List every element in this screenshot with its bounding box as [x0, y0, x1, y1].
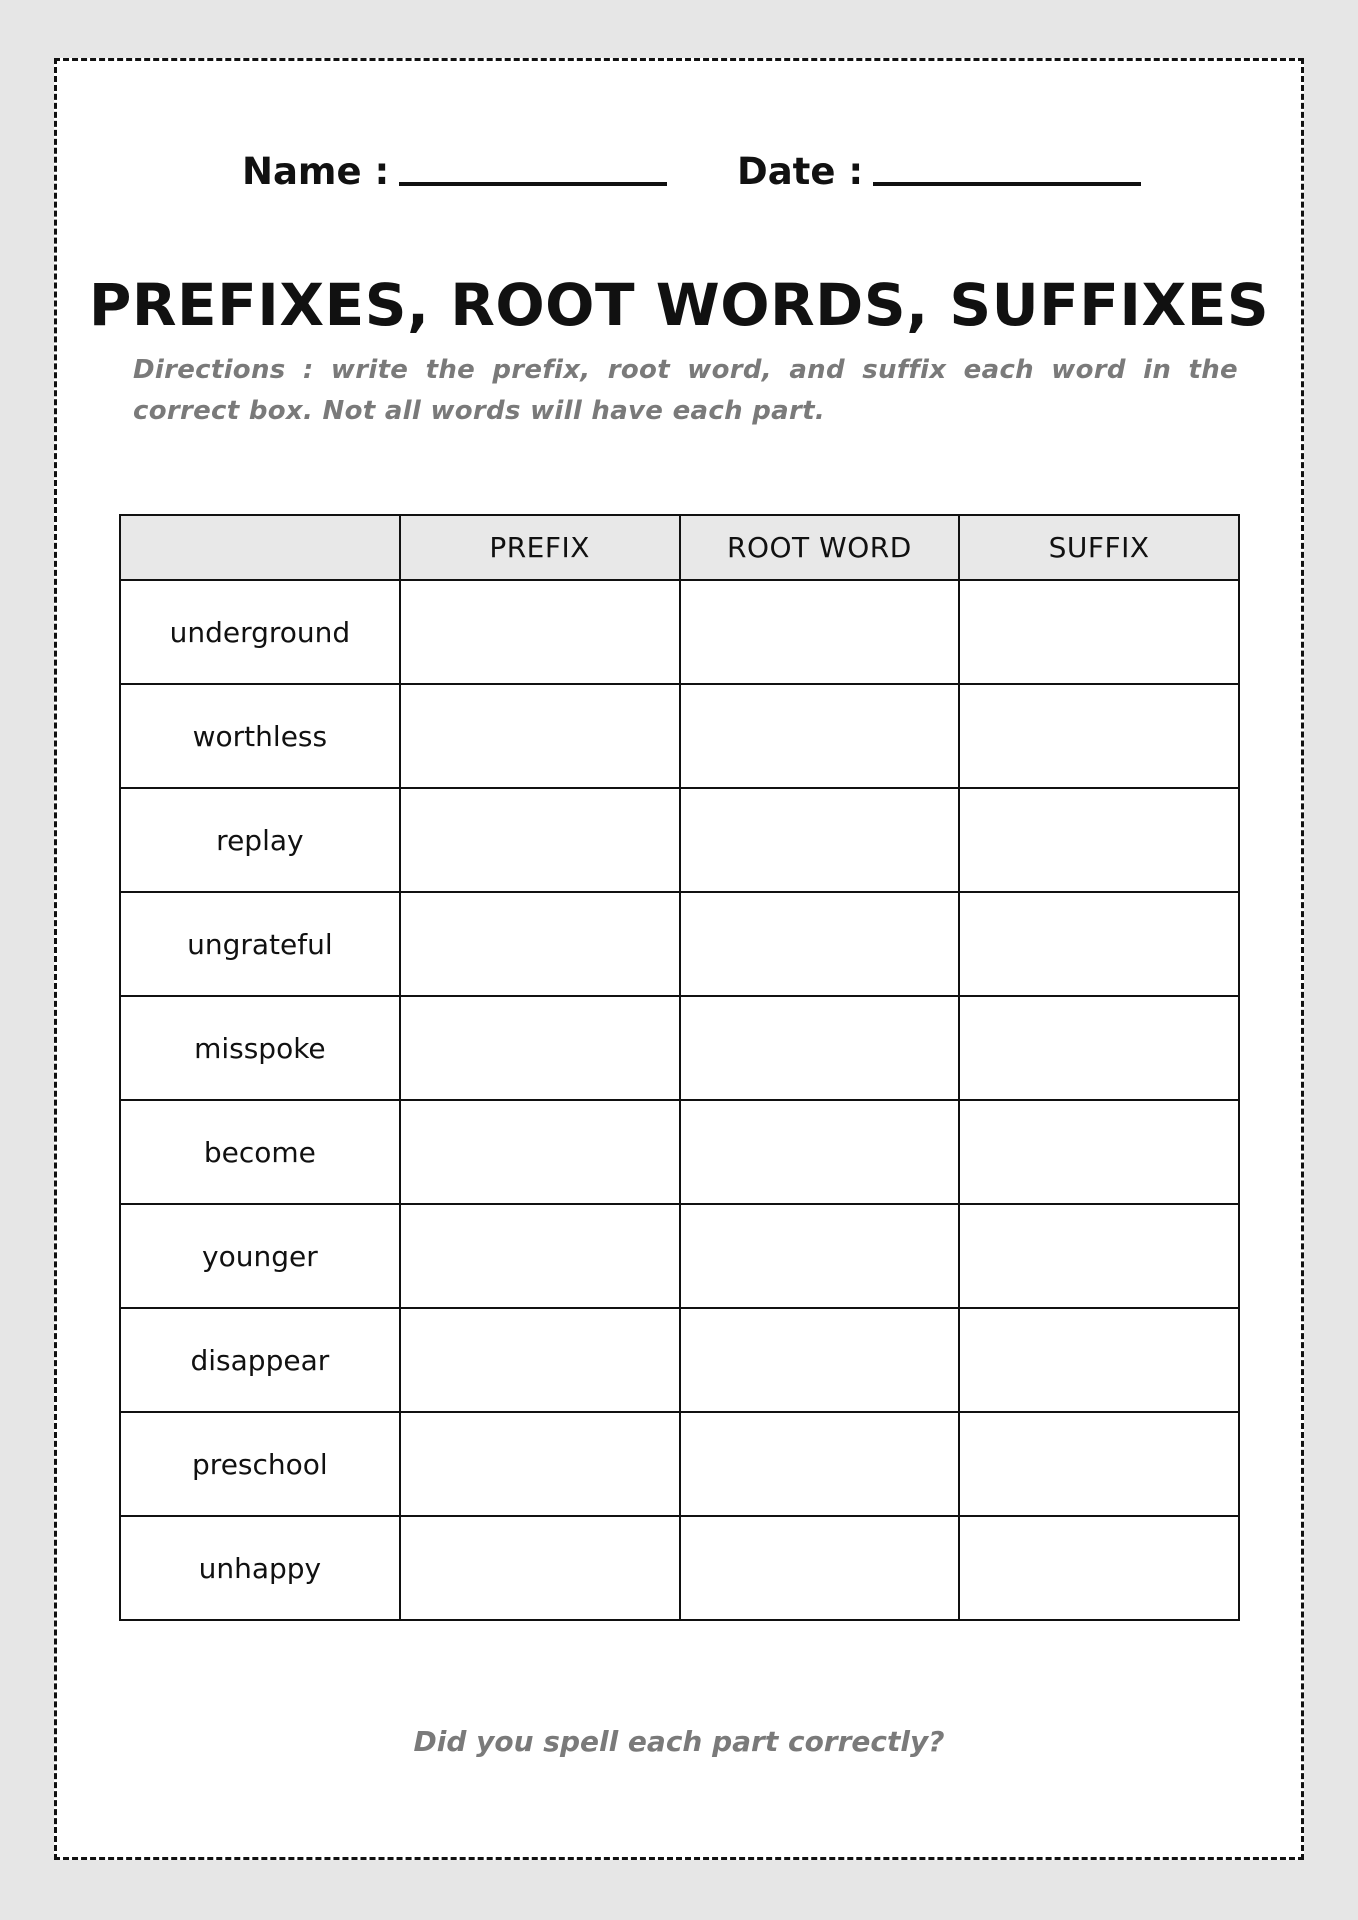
- root-word-answer-cell[interactable]: [680, 1308, 960, 1412]
- word-cell: become: [120, 1100, 400, 1204]
- suffix-answer-cell[interactable]: [959, 1308, 1239, 1412]
- root-word-answer-cell[interactable]: [680, 684, 960, 788]
- word-cell: worthless: [120, 684, 400, 788]
- prefix-answer-cell[interactable]: [400, 1516, 680, 1620]
- prefix-answer-cell[interactable]: [400, 1412, 680, 1516]
- table-row: [120, 1516, 1239, 1620]
- name-blank-line[interactable]: [399, 182, 667, 186]
- suffix-answer-cell[interactable]: [959, 788, 1239, 892]
- table-row: [120, 892, 1239, 996]
- prefix-answer-cell[interactable]: [400, 1204, 680, 1308]
- table-row: [120, 1412, 1239, 1516]
- name-label: Name :: [242, 150, 390, 193]
- prefix-answer-cell[interactable]: [400, 892, 680, 996]
- page-title: PREFIXES, ROOT WORDS, SUFFIXES: [88, 271, 1270, 339]
- suffix-answer-cell[interactable]: [959, 580, 1239, 684]
- word-cell: disappear: [120, 1308, 400, 1412]
- table-header-row: [120, 515, 1239, 580]
- word-cell: underground: [120, 580, 400, 684]
- column-header-root-word: ROOT WORD: [680, 515, 960, 580]
- table-row: [120, 580, 1239, 684]
- prefix-answer-cell[interactable]: [400, 1308, 680, 1412]
- prefix-answer-cell[interactable]: [400, 1100, 680, 1204]
- word-cell: unhappy: [120, 1516, 400, 1620]
- prefix-answer-cell[interactable]: [400, 996, 680, 1100]
- prefix-answer-cell[interactable]: [400, 580, 680, 684]
- table-row: [120, 1308, 1239, 1412]
- header: [0, 150, 1358, 200]
- date-blank-line[interactable]: [873, 182, 1141, 186]
- column-header-prefix: PREFIX: [400, 515, 680, 580]
- root-word-answer-cell[interactable]: [680, 580, 960, 684]
- date-label: Date :: [737, 150, 864, 193]
- word-cell: replay: [120, 788, 400, 892]
- suffix-answer-cell[interactable]: [959, 684, 1239, 788]
- root-word-answer-cell[interactable]: [680, 1412, 960, 1516]
- suffix-answer-cell[interactable]: [959, 1412, 1239, 1516]
- prefix-answer-cell[interactable]: [400, 788, 680, 892]
- root-word-answer-cell[interactable]: [680, 1100, 960, 1204]
- table-row: [120, 1100, 1239, 1204]
- word-cell: ungrateful: [120, 892, 400, 996]
- suffix-answer-cell[interactable]: [959, 1100, 1239, 1204]
- table-row: [120, 788, 1239, 892]
- word-cell: younger: [120, 1204, 400, 1308]
- suffix-answer-cell[interactable]: [959, 1516, 1239, 1620]
- root-word-answer-cell[interactable]: [680, 1516, 960, 1620]
- root-word-answer-cell[interactable]: [680, 996, 960, 1100]
- suffix-answer-cell[interactable]: [959, 996, 1239, 1100]
- root-word-answer-cell[interactable]: [680, 1204, 960, 1308]
- directions-text: Directions : write the prefix, root word, and suffix each word in the correct box. Not all words will have each part.: [133, 355, 1238, 426]
- column-header-suffix: SUFFIX: [959, 515, 1239, 580]
- suffix-answer-cell[interactable]: [959, 892, 1239, 996]
- column-header-word: [120, 515, 400, 580]
- table-row: [120, 684, 1239, 788]
- table-row: [120, 996, 1239, 1100]
- root-word-answer-cell[interactable]: [680, 788, 960, 892]
- word-cell: preschool: [120, 1412, 400, 1516]
- root-word-answer-cell[interactable]: [680, 892, 960, 996]
- footer-question: Did you spell each part correctly?: [413, 1725, 945, 1758]
- date-field: [737, 150, 1141, 194]
- prefix-answer-cell[interactable]: [400, 684, 680, 788]
- word-parts-table: [119, 514, 1240, 1621]
- table-row: [120, 1204, 1239, 1308]
- suffix-answer-cell[interactable]: [959, 1204, 1239, 1308]
- name-field: [242, 150, 667, 194]
- word-cell: misspoke: [120, 996, 400, 1100]
